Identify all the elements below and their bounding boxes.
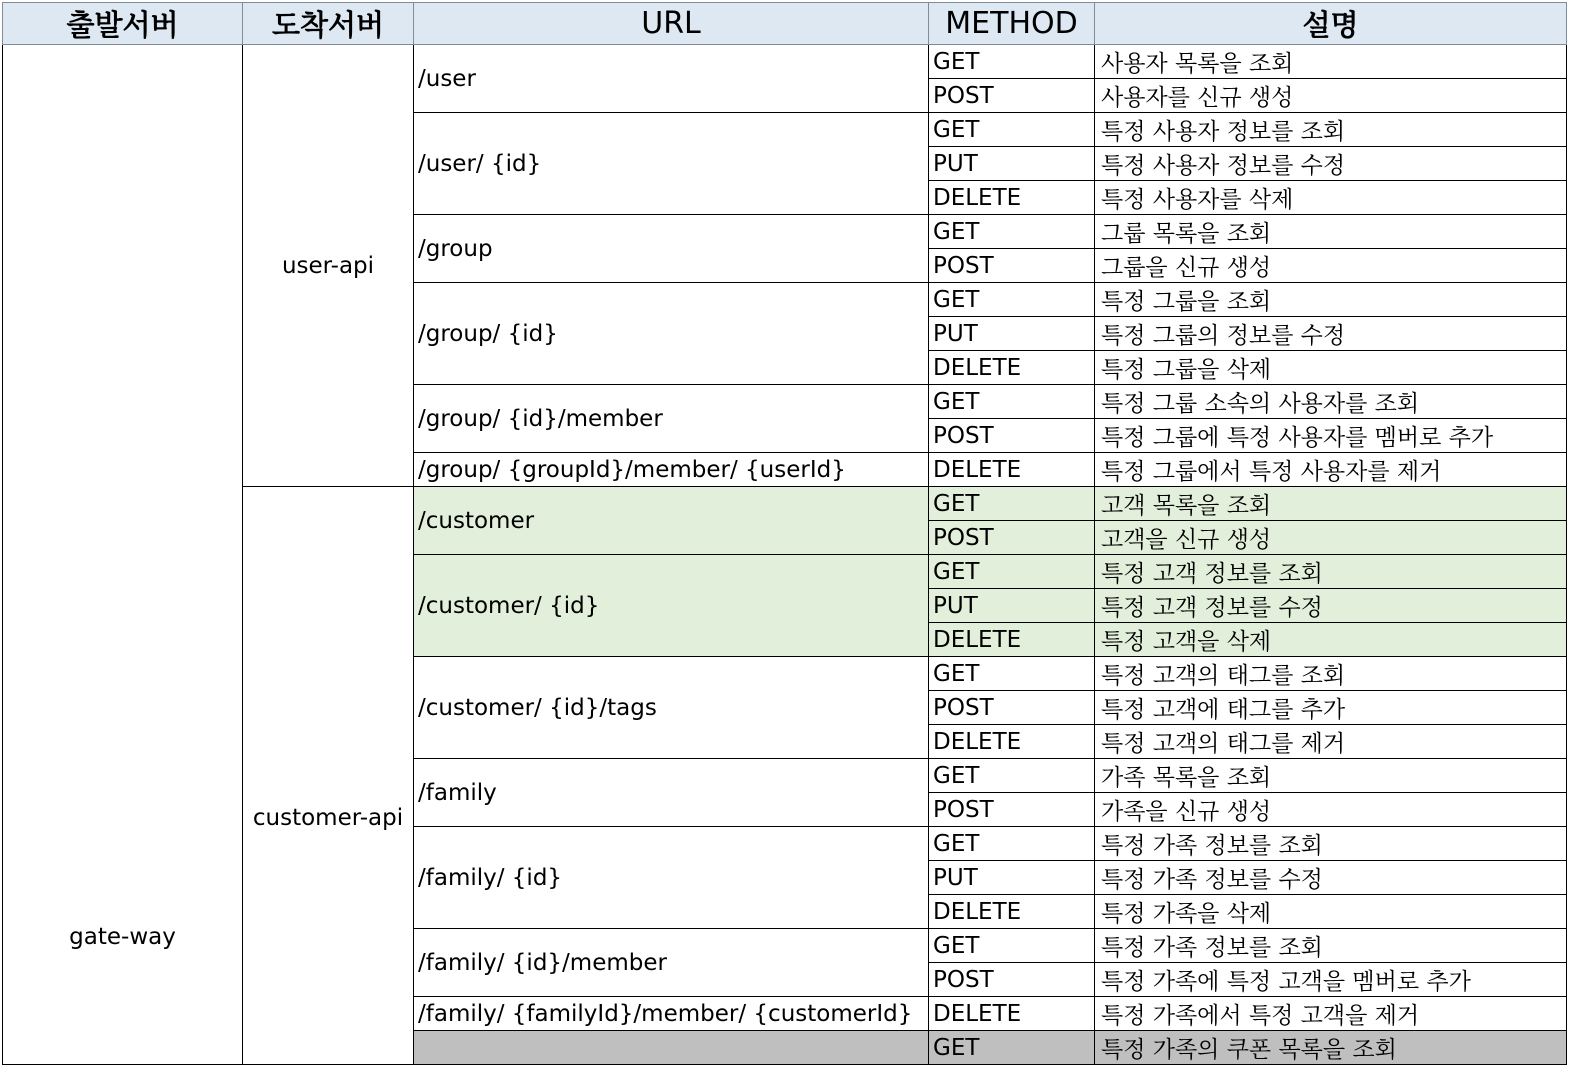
description-cell: 특정 그룹에 특정 사용자를 멤버로 추가 <box>1095 419 1567 453</box>
method-cell: GET <box>929 487 1095 521</box>
description-cell: 가족 목록을 조회 <box>1095 759 1567 793</box>
description-cell: 특정 그룹에서 특정 사용자를 제거 <box>1095 453 1567 487</box>
method-cell: POST <box>929 419 1095 453</box>
url-cell: /family/ {id}/member <box>414 929 929 997</box>
url-cell: /group/ {id}/member <box>414 385 929 453</box>
method-cell: DELETE <box>929 623 1095 657</box>
method-cell: DELETE <box>929 725 1095 759</box>
method-cell: GET <box>929 113 1095 147</box>
description-cell: 고객 목록을 조회 <box>1095 487 1567 521</box>
table-row <box>3 45 1567 79</box>
method-cell: DELETE <box>929 181 1095 215</box>
header-method: METHOD <box>929 3 1095 45</box>
description-cell: 특정 그룹을 조회 <box>1095 283 1567 317</box>
method-cell: PUT <box>929 147 1095 181</box>
url-cell: /group/ {id} <box>414 283 929 385</box>
method-cell: PUT <box>929 589 1095 623</box>
method-cell: PUT <box>929 317 1095 351</box>
source-server-cell: gate-way <box>3 45 243 1065</box>
description-cell: 가족을 신규 생성 <box>1095 793 1567 827</box>
method-cell: DELETE <box>929 453 1095 487</box>
method-cell: GET <box>929 555 1095 589</box>
method-cell: POST <box>929 793 1095 827</box>
url-cell: /customer <box>414 487 929 555</box>
method-cell: DELETE <box>929 351 1095 385</box>
url-cell: /group <box>414 215 929 283</box>
url-cell: /customer/ {id}/tags <box>414 657 929 759</box>
description-cell: 특정 고객 정보를 조회 <box>1095 555 1567 589</box>
description-cell: 특정 가족에 특정 고객을 멤버로 추가 <box>1095 963 1567 997</box>
description-cell: 사용자를 신규 생성 <box>1095 79 1567 113</box>
header-target-server: 도착서버 <box>243 3 414 45</box>
description-cell: 특정 고객의 태그를 제거 <box>1095 725 1567 759</box>
description-cell: 특정 가족 정보를 조회 <box>1095 827 1567 861</box>
method-cell: PUT <box>929 861 1095 895</box>
description-cell: 특정 가족에서 특정 고객을 제거 <box>1095 997 1567 1031</box>
method-cell: GET <box>929 759 1095 793</box>
target-server-cell: user-api <box>243 45 414 487</box>
description-cell: 그룹을 신규 생성 <box>1095 249 1567 283</box>
method-cell: POST <box>929 249 1095 283</box>
method-cell: GET <box>929 215 1095 249</box>
description-cell: 특정 그룹의 정보를 수정 <box>1095 317 1567 351</box>
description-cell: 특정 그룹 소속의 사용자를 조회 <box>1095 385 1567 419</box>
header-source-server: 출발서버 <box>3 3 243 45</box>
description-cell: 그룹 목록을 조회 <box>1095 215 1567 249</box>
description-cell: 특정 고객의 태그를 조회 <box>1095 657 1567 691</box>
method-cell: POST <box>929 521 1095 555</box>
method-cell: GET <box>929 657 1095 691</box>
method-cell: GET <box>929 929 1095 963</box>
method-cell: POST <box>929 79 1095 113</box>
description-cell: 특정 고객에 태그를 추가 <box>1095 691 1567 725</box>
description-cell: 사용자 목록을 조회 <box>1095 45 1567 79</box>
header-row <box>3 3 1567 45</box>
description-cell: 특정 고객을 삭제 <box>1095 623 1567 657</box>
method-cell: GET <box>929 283 1095 317</box>
description-cell: 고객을 신규 생성 <box>1095 521 1567 555</box>
description-cell: 특정 가족 정보를 조회 <box>1095 929 1567 963</box>
url-cell: /user/ {id} <box>414 113 929 215</box>
method-cell: DELETE <box>929 895 1095 929</box>
description-cell: 특정 사용자 정보를 수정 <box>1095 147 1567 181</box>
target-server-cell: customer-api <box>243 487 414 1065</box>
url-cell: /user <box>414 45 929 113</box>
api-route-table <box>2 2 1567 1065</box>
method-cell: DELETE <box>929 997 1095 1031</box>
table-body <box>3 45 1567 1065</box>
method-cell: GET <box>929 45 1095 79</box>
header-url: URL <box>414 3 929 45</box>
method-cell: POST <box>929 691 1095 725</box>
method-cell: GET <box>929 385 1095 419</box>
method-cell: GET <box>929 1031 1095 1065</box>
description-cell: 특정 가족의 쿠폰 목록을 조회 <box>1095 1031 1567 1065</box>
header-description: 설명 <box>1095 3 1567 45</box>
url-cell: /customer/ {id} <box>414 555 929 657</box>
description-cell: 특정 그룹을 삭제 <box>1095 351 1567 385</box>
url-cell: /family/ {familyId}/member/ {customerId} <box>414 997 929 1031</box>
method-cell: POST <box>929 963 1095 997</box>
method-cell: GET <box>929 827 1095 861</box>
description-cell: 특정 가족 정보를 수정 <box>1095 861 1567 895</box>
description-cell: 특정 사용자 정보를 조회 <box>1095 113 1567 147</box>
url-cell: /family/ {id} <box>414 827 929 929</box>
url-cell: /family <box>414 759 929 827</box>
url-cell: /group/ {groupId}/member/ {userId} <box>414 453 929 487</box>
description-cell: 특정 가족을 삭제 <box>1095 895 1567 929</box>
description-cell: 특정 사용자를 삭제 <box>1095 181 1567 215</box>
description-cell: 특정 고객 정보를 수정 <box>1095 589 1567 623</box>
